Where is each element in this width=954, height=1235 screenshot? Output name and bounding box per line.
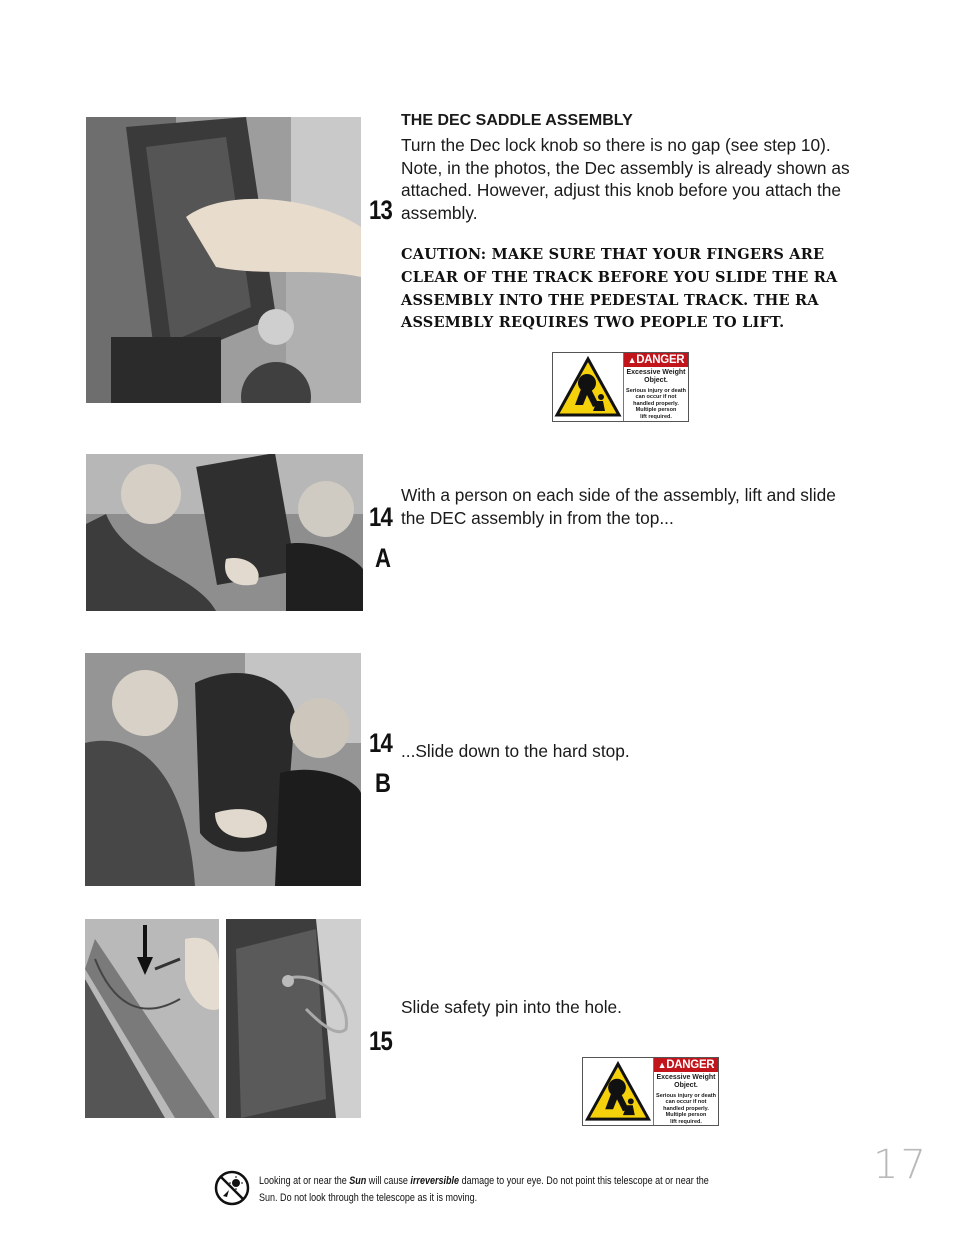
danger-header: ▲DANGER <box>624 353 688 367</box>
step-15-number: 15 <box>369 1026 392 1056</box>
step-13-caution: CAUTION: MAKE SURE THAT YOUR FINGERS ARE CLEAR OF THE TRACK BEFORE YOU SLIDE THE RA ASSEMBLY INTO THE PEDESTAL TRACK. THE RA ASSEMBLY REQUIRES TWO PEOPLE TO LIFT. <box>401 246 838 332</box>
sun-word: Sun <box>349 1175 367 1187</box>
sun-warning-footer: Looking at or near the Sun will cause irreversible damage to your eye. Do not point this telescope at or near the Sun. Do not look through the telescope as it is moving. <box>259 1175 709 1204</box>
danger-header: ▲DANGER <box>654 1058 718 1072</box>
step-14b-text: ...Slide down to the hard stop. <box>401 741 630 761</box>
danger-warning: Serious injury or death can occur if not handled properly. Multiple person lift required. <box>626 388 686 420</box>
step-14a-number: 14 <box>369 502 392 532</box>
step-13-photo <box>86 117 361 403</box>
step-14a-text: With a person on each side of the assembly, lift and slide the DEC assembly in from the top... <box>401 485 836 528</box>
danger-title: Excessive Weight Object. <box>626 369 686 384</box>
step-14b-photo <box>85 653 361 886</box>
crushing-hazard-icon <box>553 353 624 421</box>
step-14a-photo <box>86 454 363 611</box>
step-13-heading: THE DEC SADDLE ASSEMBLY <box>401 112 633 129</box>
irreversible-word: irreversible <box>410 1175 460 1187</box>
crushing-hazard-icon <box>583 1058 654 1125</box>
step-13-text: Turn the Dec lock knob so there is no gap (see step 10). Note, in the photos, the Dec assembly is already shown as attached. However, adjust this knob before you attach the assembly. <box>401 135 850 223</box>
step-13-number: 13 <box>369 195 392 225</box>
step-15-text: Slide safety pin into the hole. <box>401 997 622 1017</box>
danger-label-2 <box>582 1057 719 1126</box>
step-15-photo-left <box>85 919 219 1118</box>
danger-label-1 <box>552 352 689 422</box>
step-14b-number: 14 <box>369 728 392 758</box>
page-number: 17 <box>873 1142 928 1188</box>
danger-title: Excessive Weight Object. <box>656 1074 716 1089</box>
step-14b-sub: B <box>375 768 391 798</box>
step-14a-sub: A <box>375 543 391 573</box>
step-15-photo-right <box>226 919 361 1118</box>
danger-warning: Serious injury or death can occur if not handled properly. Multiple person lift required. <box>656 1093 716 1125</box>
no-sun-viewing-icon <box>214 1170 250 1206</box>
